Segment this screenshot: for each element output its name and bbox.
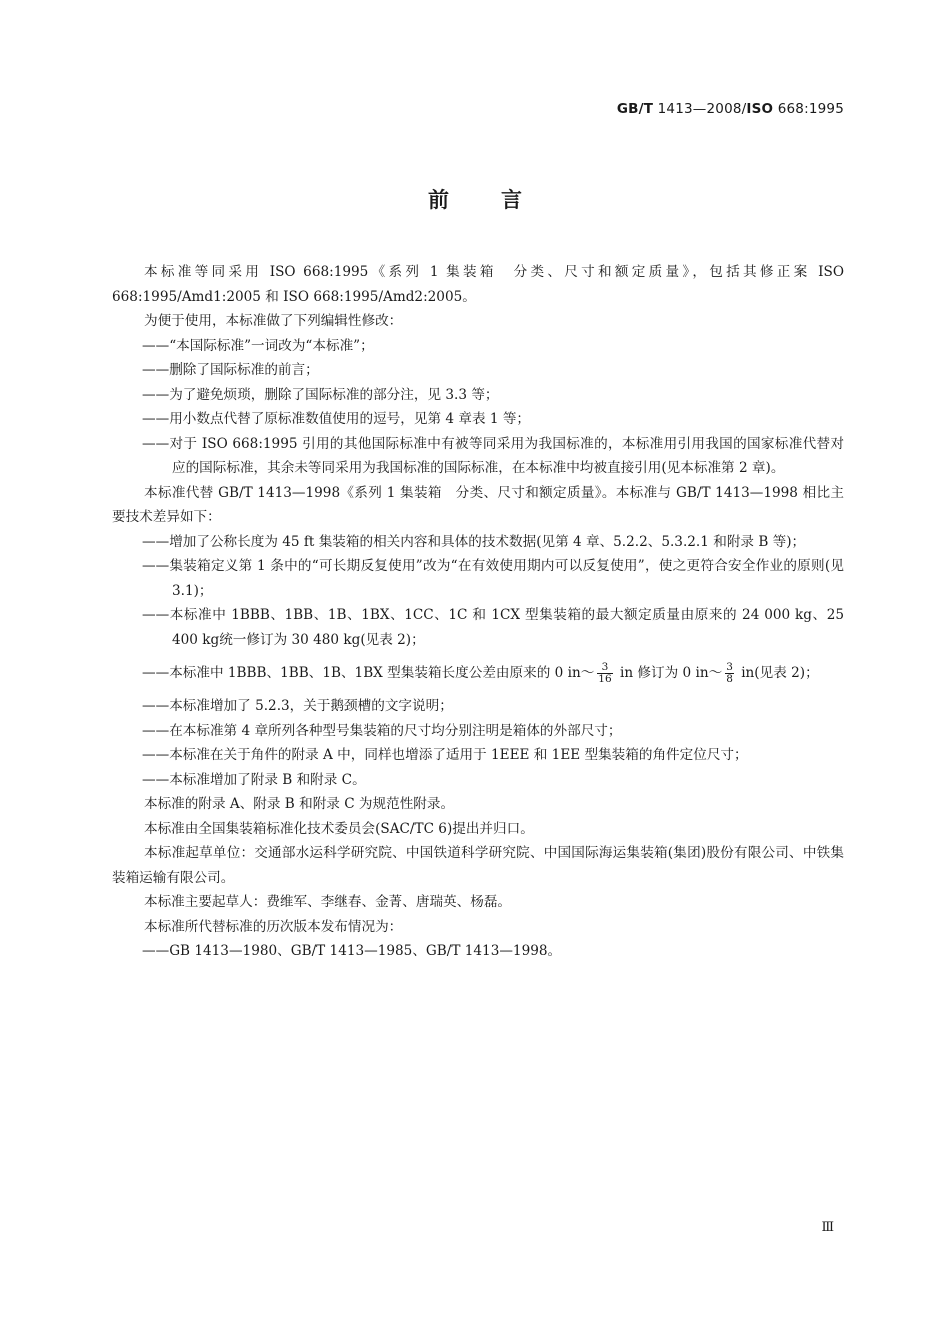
paragraph-replacement: 本标准代替 GB/T 1413—1998《系列 1 集装箱 分类、尺寸和额定质量》。本标准与 GB/T 1413—1998 相比主要技术差异如下： [112,484,844,525]
paragraph-history-intro: 本标准所代替标准的历次版本发布情况为： [144,918,403,935]
list-item-history: ——GB 1413—1980、GB/T 1413—1985、GB/T 1413—1998。 [142,943,562,959]
list-item-difference-1: ——增加了公称长度为 45 ft 集装箱的相关内容和具体的技术数据(见第 4 章、5.2.2、5.3.2.1 和附录 B 等)； [142,533,806,550]
difference-4-text-a: ——本标准中 1BBB、1BB、1B、1BX 型集装箱长度公差由原来的 0 in～ [142,665,595,681]
fraction-3-16 [597,662,612,685]
standard-code-header [617,101,844,117]
title-char-1: 前 [428,188,449,212]
document-body [112,260,844,964]
title-char-2: 言 [501,188,522,212]
header-iso-prefix: ISO [746,101,774,117]
fraction-3-8-numerator: 3 [726,661,733,673]
paragraph-proposer: 本标准由全国集装箱标准化技术委员会(SAC/TC 6)提出并归口。 [144,820,534,837]
list-item-difference-2: ——集装箱定义第 1 条中的“可长期反复使用”改为“在有效使用期内可以反复使用”，使之更符合安全作业的原则(见 3.1)； [142,558,844,599]
list-item-difference-3: ——本标准中 1BBB、1BB、1B、1BX、1CC、1C 和 1CX 型集装箱的最大额定质量由原来的 24 000 kg、25 400 kg统一修订为 30 480 kg(见表 2)； [142,607,844,648]
list-item-difference-4 [112,652,844,694]
list-item-difference-5: ——本标准增加了 5.2.3，关于鹅颈槽的文字说明； [142,698,453,714]
list-item-difference-7: ——本标准在关于角件的附录 A 中，同样也增添了适用于 1EEE 和 1EE 型集装箱的角件定位尺寸； [142,747,748,763]
header-code-prefix: GB/T [616,101,654,117]
list-item-difference-8: ——本标准增加了附录 B 和附录 C。 [142,771,366,788]
fraction-3-8 [725,662,734,685]
paragraph-annexes: 本标准的附录 A、附录 B 和附录 C 为规范性附录。 [144,796,455,812]
paragraph-drafting-units: 本标准起草单位：交通部水运科学研究院、中国铁道科学研究院、中国国际海运集装箱(集团)股份有限公司、中铁集装箱运输有限公司。 [112,845,844,886]
fraction-3-8-denominator: 8 [726,673,733,685]
difference-4-text-c: in(见表 2)； [736,665,819,681]
difference-4-text-b: in 修订为 0 in～ [615,665,723,681]
page-title [0,184,950,214]
header-iso-number: 668:1995 [773,101,844,117]
list-item-editorial-5: ——对于 ISO 668:1995 引用的其他国际标准中有被等同采用为我国标准的，本标准用引用我国的国家标准代替对应的国际标准，其余未等同采用为我国标准的国际标准，在本标准中均被直接引用(见本标准第 2 章)。 [142,435,844,476]
paragraph-drafters: 本标准主要起草人：费维军、李继春、金菁、唐瑞英、杨磊。 [144,894,512,910]
list-item-difference-6: ——在本标准第 4 章所列各种型号集装箱的尺寸均分别注明是箱体的外部尺寸； [142,722,622,739]
paragraph-adoption: 本标准等同采用 ISO 668:1995《系列 1 集装箱 分类、尺寸和额定质量》，包括其修正案 ISO 668:1995/Amd1:2005 和 ISO 668:1995/Amd2:2005。 [112,264,844,305]
list-item-editorial-4: ——用小数点代替了原标准数值使用的逗号，见第 4 章表 1 等； [142,411,531,427]
paragraph-editorial-intro: 为便于使用，本标准做了下列编辑性修改： [144,313,403,329]
list-item-editorial-1: ——“本国际标准”一词改为“本标准”； [142,337,374,354]
fraction-3-16-denominator: 16 [598,673,612,685]
fraction-3-16-numerator: 3 [597,662,612,674]
page-number: Ⅲ [821,1220,834,1235]
header-code-number: 1413—2008/ [653,101,747,117]
list-item-editorial-3: ——为了避免烦琐，删除了国际标准的部分注，见 3.3 等； [142,386,499,403]
list-item-editorial-2: ——删除了国际标准的前言； [142,362,319,378]
